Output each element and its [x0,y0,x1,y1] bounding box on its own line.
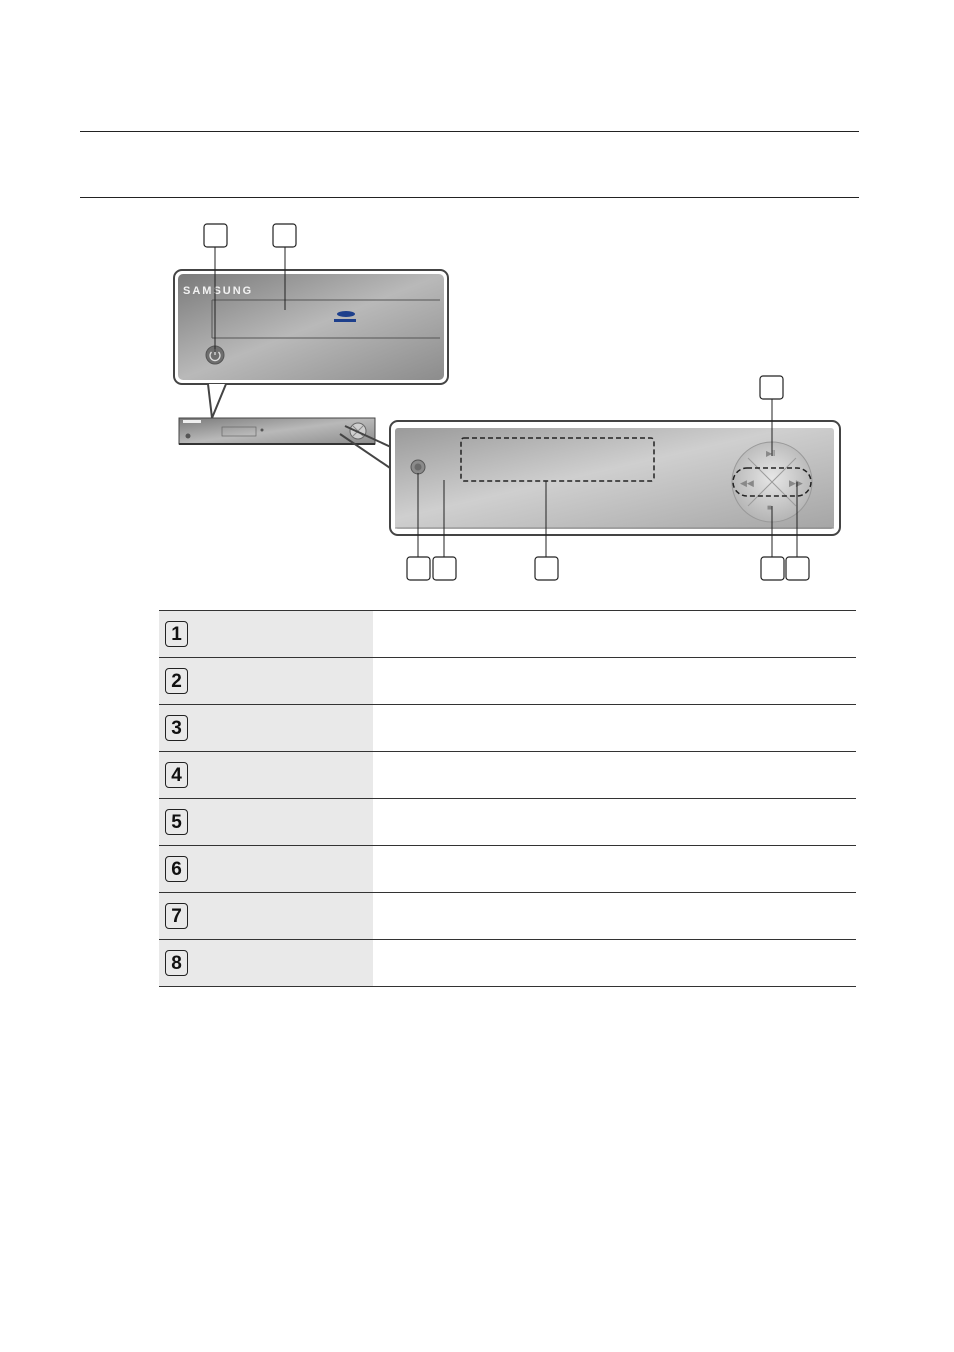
part-number-badge: 7 [165,903,188,929]
table-row [159,893,856,940]
part-label-cell [159,658,373,705]
player-overview [179,418,375,444]
part-number-badge: 3 [165,715,188,741]
part-description-cell [373,893,856,940]
part-label-cell [159,611,373,658]
part-description-cell [373,846,856,893]
parts-table [159,610,856,987]
part-description-cell [373,611,856,658]
part-label-cell [159,799,373,846]
inset-pointer-top [208,384,226,418]
part-description-cell [373,658,856,705]
callout-box [786,557,809,580]
part-label-cell [159,752,373,799]
part-description-cell [373,940,856,987]
part-number-badge: 6 [165,856,188,882]
callout-box [535,557,558,580]
table-row [159,846,856,893]
part-number-badge: 1 [165,621,188,647]
part-label-cell [159,893,373,940]
part-label-cell [159,940,373,987]
part-label-cell [159,846,373,893]
part-description-cell [373,752,856,799]
table-row [159,940,856,987]
rewind-icon[interactable]: ◀◀ [740,478,754,488]
part-description-cell [373,705,856,752]
brand-logo: SAMSUNG [183,285,254,297]
table-row [159,752,856,799]
fast-forward-icon[interactable]: ▶▶ [789,478,803,488]
part-label-cell [159,705,373,752]
part-number-badge: 2 [165,668,188,694]
callout-box [760,376,783,399]
part-number-badge: 4 [165,762,188,788]
table-row [159,705,856,752]
part-number-badge: 5 [165,809,188,835]
callout-box [273,224,296,247]
part-description-cell [373,799,856,846]
callout-box [204,224,227,247]
table-row [159,611,856,658]
callout-box [761,557,784,580]
stop-icon[interactable]: ■ [767,503,772,512]
callout-box [433,557,456,580]
table-row [159,658,856,705]
play-pause-icon[interactable]: ▶‖ [766,449,776,458]
front-panel-diagram [0,0,954,600]
part-number-badge: 8 [165,950,188,976]
callout-box [407,557,430,580]
table-row [159,799,856,846]
